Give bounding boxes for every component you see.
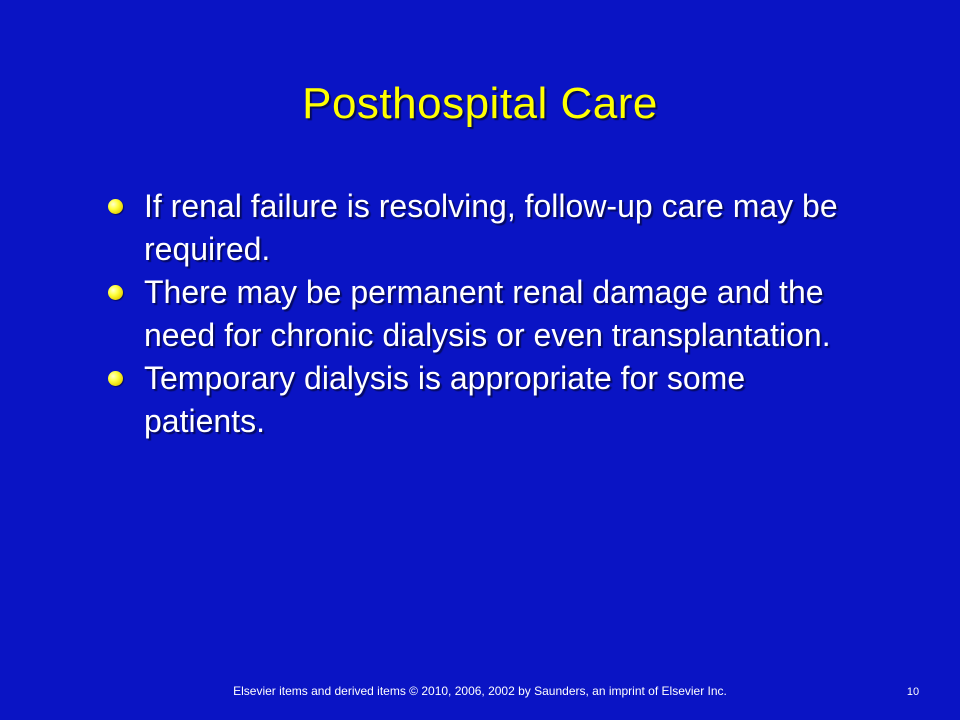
bullet-item-2 xyxy=(104,271,864,357)
slide-title: Posthospital Care xyxy=(302,79,658,128)
copyright-footer: Elsevier items and derived items © 2010, 2006, 2002 by Saunders, an imprint of Elsevier Inc. xyxy=(233,684,727,698)
page-number: 10 xyxy=(906,686,920,698)
bullet-text-2: There may be permanent renal damage and the need for chronic dialysis or even transplantation. xyxy=(144,274,831,353)
bullet-text-3: Temporary dialysis is appropriate for some patients. xyxy=(144,360,746,439)
bullet-text-1: If renal failure is resolving, follow-up care may be required. xyxy=(144,188,838,267)
bullet-list xyxy=(104,185,864,443)
yellow-dot-bullet-icon xyxy=(108,285,123,300)
yellow-dot-bullet-icon xyxy=(108,371,123,386)
yellow-dot-bullet-icon xyxy=(108,199,123,214)
bullet-item-1 xyxy=(104,185,864,271)
bullet-item-3 xyxy=(104,357,864,443)
